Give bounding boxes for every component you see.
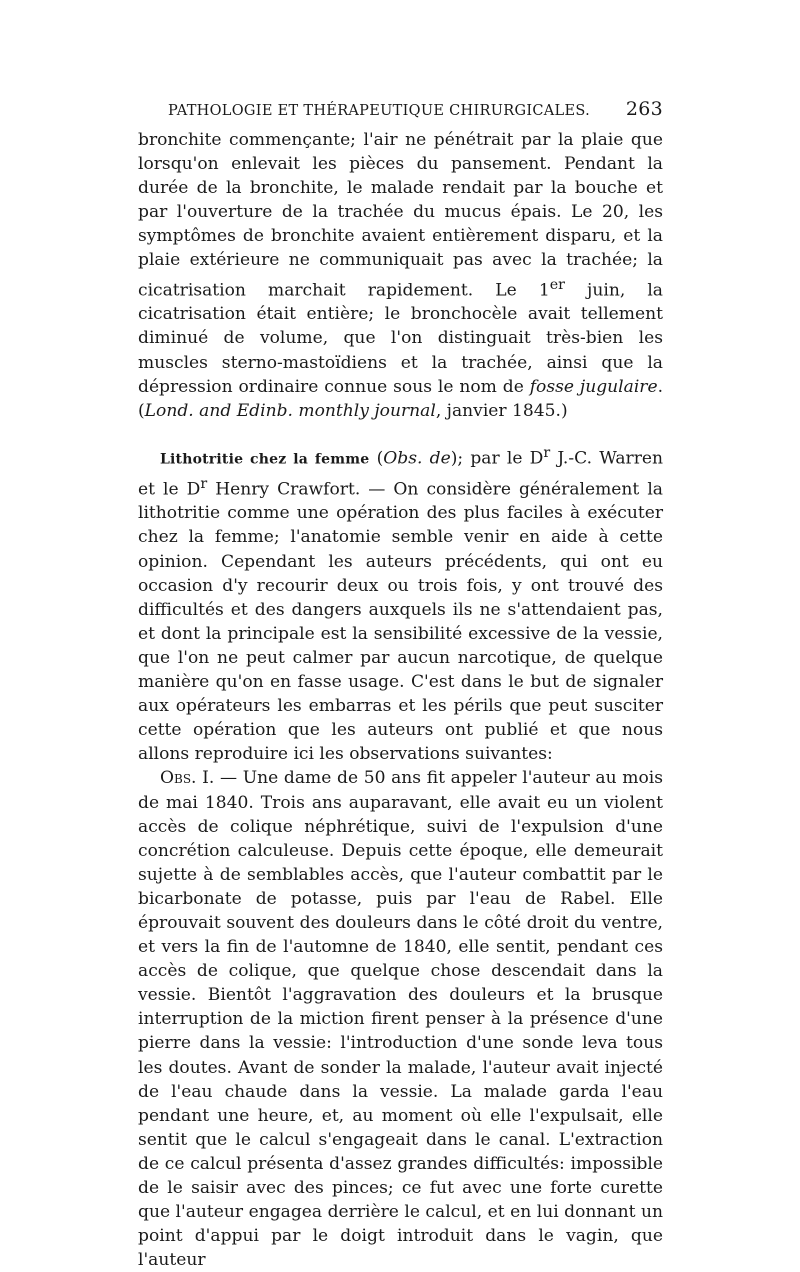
page-number: 263 bbox=[625, 98, 663, 120]
paragraph-observation-1: Obs. I. — Une dame de 50 ans fit appeler l'auteur au mois de mai 1840. Trois ans auparavant, elle avait eu un violent accès de colique néphrétique, suivi de l'expulsion d'une concrétion calculeuse. Depuis cette époque, elle demeurait sujette à de semblables accès, que l'auteur combattit par le bicarbonate de potasse, puis par l'eau de Rabel. Elle éprouvait souvent des douleurs dans le côté droit du ventre, et vers la fin de l'automne de 1840, elle sentit, pendant ces accès de colique, que quelque chose descendait dans la vessie. Bientôt l'aggravation des douleurs et la brusque interruption de la miction firent penser à la présence d'une pierre dans la vessie: l'introduction d'une sonde leva tous les doutes. Avant de sonder la malade, l'auteur avait injecté de l'eau chaude dans la vessie. La malade garda l'eau pendant une heure, et, au moment où elle l'expulsait, elle sentit que le calcul s'engageait dans le canal. L'extraction de ce calcul présenta d'assez grandes difficultés: impossible de le saisir avec des pinces; ce fut avec une forte curette que l'auteur engagea derrière le calcul, et en lui donnant un point d'appui par le doigt introduit dans le vagin, que l'auteur bbox=[138, 768, 664, 1271]
section-heading: Lithotritie chez la femme bbox=[160, 451, 370, 468]
paragraph-bronchite: bronchite commençante; l'air ne pénétrait par la plaie que lorsqu'on enlevait les pièces du pansement. Pendant la durée de la bronchite, le malade rendait par la bouche et par l'ouverture de la trachée du mucus épais. Le 20, les symptômes de bronchite avaient entièrement disparu, et la plaie extérieure ne communiquait pas avec la trachée; la cicatrisation marchait rapidement. Le 1er juin, la cicatrisation était entière; le bronchocèle avait tellement diminué de volume, que l'on distinguait très-bien les muscles sterno-mastoïdiens et la trachée, ainsi que la dépression ordinaire connue sous le nom de fosse jugulaire. (Lond. and Edinb. monthly journal, janvier 1845.) bbox=[138, 130, 664, 421]
running-title: PATHOLOGIE ET THÉRAPEUTIQUE CHIRURGICALES. bbox=[168, 103, 590, 119]
paragraph-lithotritie: Lithotritie chez la femme (Obs. de); par le $D^r$ J.-C. Warren et le $D^r$ Henry Crawfort. — On considère généralement la lithotritie comme une opération des plus faciles à exécuter chez la femme; l'anatomie semble venir en aide à cette opinion. Cependant les auteurs précédents, qui ont eu occasion d'y recourir deux ou trois fois, y ont trouvé des difficultés et des dangers auxquels ils ne s'attendaient pas, et dont la principale est la sensibilité excessive de la vessie, que l'on ne peut calmer par aucun narcotique, de quelque manière qu'on en fasse usage. C'est dans le but de signaler aux opérateurs les embarras et les périls que peut susciter cette opération que les auteurs ont publié et que nous allons reproduire ici les observations suivantes: bbox=[138, 444, 663, 765]
running-header bbox=[138, 98, 663, 120]
observation-label: Obs. I. bbox=[160, 768, 215, 789]
document-page bbox=[138, 98, 663, 1272]
